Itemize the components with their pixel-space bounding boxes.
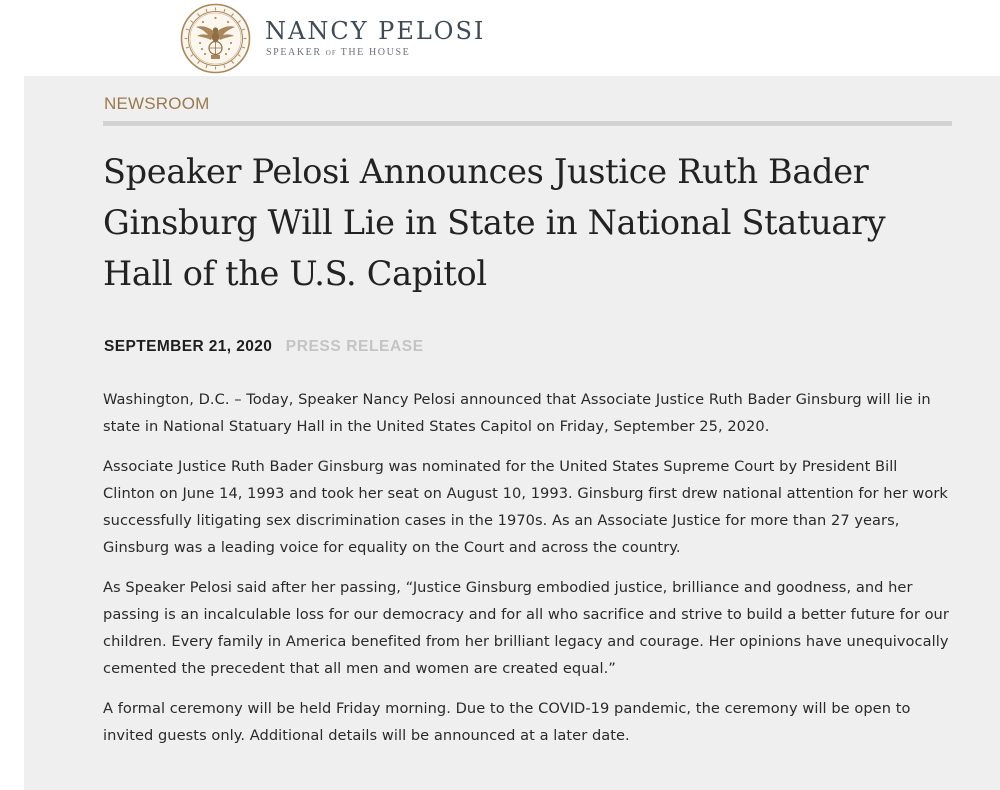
- speaker-seal-icon[interactable]: [180, 3, 251, 74]
- section-label[interactable]: NEWSROOM: [104, 94, 210, 113]
- site-subtitle: [266, 47, 410, 58]
- subtitle-speaker: SPEAKER: [266, 47, 322, 58]
- article-meta: [104, 338, 424, 356]
- site-header: [0, 0, 1000, 76]
- article-date: SEPTEMBER 21, 2020: [104, 338, 273, 355]
- section-divider: [103, 121, 952, 126]
- article-title: Speaker Pelosi Announces Justice Ruth Bader Ginsburg Will Lie in State in National Statuary Hall of the U.S. Capitol: [103, 152, 886, 293]
- content-panel: [24, 76, 1000, 790]
- seal-graphic: [180, 3, 251, 74]
- article-paragraph: Associate Justice Ruth Bader Ginsburg was nominated for the United States Supreme Court by President Bill Clinton on June 14, 1993 and took her seat on August 10, 1993. Ginsburg first drew national attention for her work successfully litigating sex discrimination cases in the 1970s. As an Associate Justice for more than 27 years, Ginsburg was a leading voice for equality on the Court and across the country.: [103, 458, 948, 556]
- article-paragraph: As Speaker Pelosi said after her passing, “Justice Ginsburg embodied justice, brilliance and goodness, and her passing is an incalculable loss for our democracy and for all who sacrifice and strive to build a better future for our children. Every family in America benefited from her brilliant legacy and courage. Her opinions have unequivocally cemented the precedent that all men and women are created equal.”: [103, 579, 949, 677]
- article-body: [103, 386, 953, 762]
- subtitle-house: THE HOUSE: [340, 47, 411, 58]
- subtitle-of: OF: [325, 49, 337, 57]
- article-paragraph: Washington, D.C. – Today, Speaker Nancy Pelosi announced that Associate Justice Ruth Bader Ginsburg will lie in state in National Statuary Hall in the United States Capitol on Friday, September 25, 2020.: [103, 391, 931, 435]
- article-paragraph: A formal ceremony will be held Friday morning. Due to the COVID-19 pandemic, the ceremony will be open to invited guests only. Additional details will be announced at a later date.: [103, 700, 911, 744]
- site-title[interactable]: NANCY PELOSI: [265, 17, 486, 45]
- article-type[interactable]: PRESS RELEASE: [285, 338, 424, 355]
